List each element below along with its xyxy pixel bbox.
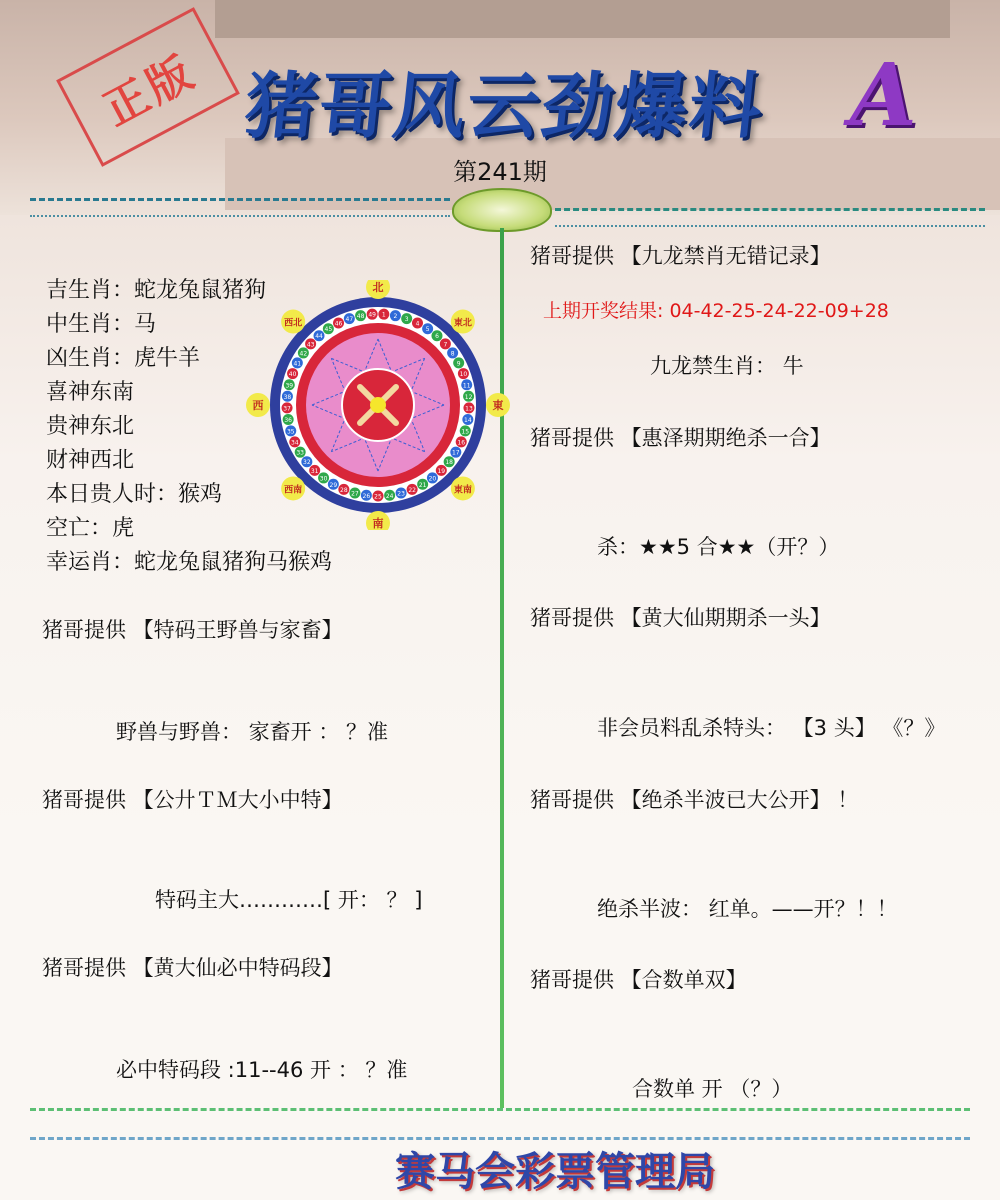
wheel-number: 14: [464, 417, 472, 425]
wheel-direction-label: 東: [492, 399, 504, 412]
zodiac-line: 喜神东南: [46, 380, 135, 405]
lotus-ornament-icon: [452, 188, 552, 232]
zodiac-line: 幸运肖：蛇龙兔鼠猪狗马猴鸡: [46, 550, 333, 575]
wheel-number: 13: [465, 405, 473, 413]
wheel-number: 15: [461, 428, 470, 436]
section-body: 特码主大…………[ 开： ？ ]: [155, 888, 423, 912]
previous-draw-result: 上期开奖结果: 04-42-25-24-22-09+28: [543, 300, 889, 322]
wheel-number: 12: [464, 393, 473, 401]
wheel-number: 49: [368, 311, 376, 319]
wheel-number: 43: [306, 341, 315, 349]
section-heading: 猪哥提供 【九龙禁肖无错记录】: [530, 244, 831, 268]
wheel-number: 10: [459, 371, 468, 379]
wheel-direction-label: 東北: [453, 318, 472, 329]
zodiac-line: 财神西北: [46, 448, 135, 473]
wheel-number: 37: [283, 405, 291, 413]
section-body: 九龙禁生肖： 牛: [650, 354, 804, 378]
wheel-number: 46: [334, 320, 343, 328]
wheel-number: 45: [324, 326, 333, 334]
wheel-number: 1: [381, 311, 386, 319]
wheel-number: 21: [418, 481, 427, 489]
wheel-number: 8: [450, 350, 455, 358]
wheel-direction-label: 北: [372, 281, 384, 294]
wheel-number: 47: [345, 316, 354, 324]
wheel-number: 18: [445, 459, 453, 467]
top-wave-divider-left: [30, 198, 450, 217]
fengshui-wheel: [240, 280, 510, 530]
bottom-wave-divider: [30, 1108, 970, 1140]
section-body: 必中特码段 :11--46 开 ： ？准: [116, 1058, 408, 1082]
wheel-number: 44: [315, 333, 323, 341]
section-body: 非会员料乱杀特头： 【3 头】 《？》: [597, 716, 946, 740]
wheel-number: 30: [319, 475, 328, 483]
wheel-number: 4: [415, 320, 420, 328]
wheel-number: 34: [290, 439, 299, 447]
wheel-number: 35: [286, 428, 295, 436]
wheel-number: 22: [408, 486, 416, 494]
section-body: 合数单 开 （？）: [632, 1077, 793, 1101]
wheel-number: 16: [457, 439, 466, 447]
wheel-number: 20: [428, 475, 437, 483]
wheel-number: 19: [437, 467, 446, 475]
wheel-number: 33: [296, 449, 305, 457]
section-heading: 猪哥提供 【绝杀半波已大公开】 ！: [530, 788, 859, 812]
wheel-number: 2: [393, 313, 398, 321]
wheel-number: 17: [451, 449, 460, 457]
zodiac-line: 凶生肖：虎牛羊: [46, 346, 201, 371]
wheel-number: 38: [283, 393, 292, 401]
wheel-number: 9: [456, 360, 461, 368]
wheel-direction-label: 西北: [284, 318, 303, 329]
wheel-number: 26: [362, 492, 371, 500]
stamp-text: 正版: [95, 45, 205, 137]
wheel-number: 39: [285, 382, 294, 390]
page-title: 猪哥风云劲爆料: [240, 63, 768, 148]
section-heading: 猪哥提供 【黄大仙期期杀一头】: [530, 606, 831, 630]
zodiac-line: 贵神东北: [46, 414, 135, 439]
zodiac-line: 中生肖：马: [46, 312, 157, 337]
section-heading: 猪哥提供 【合数单双】: [530, 968, 747, 992]
wheel-number: 25: [374, 493, 382, 501]
wheel-number: 11: [462, 382, 471, 390]
wheel-number: 48: [356, 313, 365, 321]
wheel-direction-label: 西: [252, 399, 264, 412]
wheel-number: 7: [443, 341, 448, 349]
wheel-direction-label: 東南: [453, 485, 472, 496]
wheel-number: 3: [404, 316, 409, 324]
edition-badge: A: [850, 45, 917, 146]
wheel-number: 41: [293, 360, 302, 368]
wheel-number: 42: [299, 350, 308, 358]
section-heading: 猪哥提供 【公廾ＴＭ大小中特】: [42, 788, 343, 812]
wheel-number: 27: [351, 490, 359, 498]
wheel-hub: [370, 397, 386, 413]
wheel-number: 29: [329, 481, 338, 489]
section-heading: 猪哥提供 【黄大仙必中特码段】: [42, 956, 343, 980]
section-body: 杀：★★5 合★★（开？）: [597, 535, 840, 559]
wheel-number: 23: [397, 490, 405, 498]
section-heading: 猪哥提供 【特码王野兽与家畜】: [42, 618, 343, 642]
issue-number: 第241期: [453, 158, 547, 186]
section-heading: 猪哥提供 【惠泽期期绝杀一合】: [530, 426, 831, 450]
top-wave-divider-right: [555, 208, 985, 227]
wheel-number: 40: [288, 371, 297, 379]
header-strip: [215, 0, 950, 38]
footer-title: 赛马会彩票管理局: [395, 1148, 715, 1195]
zodiac-line: 本日贵人时：猴鸡: [46, 482, 223, 507]
wheel-number: 6: [435, 333, 439, 341]
wheel-number: 24: [385, 492, 394, 500]
wheel-direction-label: 南: [372, 517, 384, 530]
wheel-number: 28: [340, 486, 348, 494]
wheel-number: 5: [425, 326, 430, 334]
zodiac-line: 空亡：虎: [46, 516, 135, 541]
zodiac-line: 吉生肖：蛇龙兔鼠猪狗: [46, 278, 267, 303]
section-body: 野兽与野兽： 家畜开 ： ？准: [116, 720, 389, 744]
section-body: 绝杀半波： 红单。——开？！！: [597, 897, 898, 921]
wheel-direction-label: 西南: [284, 485, 303, 496]
wheel-number: 31: [310, 467, 319, 475]
wheel-number: 36: [284, 417, 292, 425]
wheel-number: 32: [303, 459, 311, 467]
